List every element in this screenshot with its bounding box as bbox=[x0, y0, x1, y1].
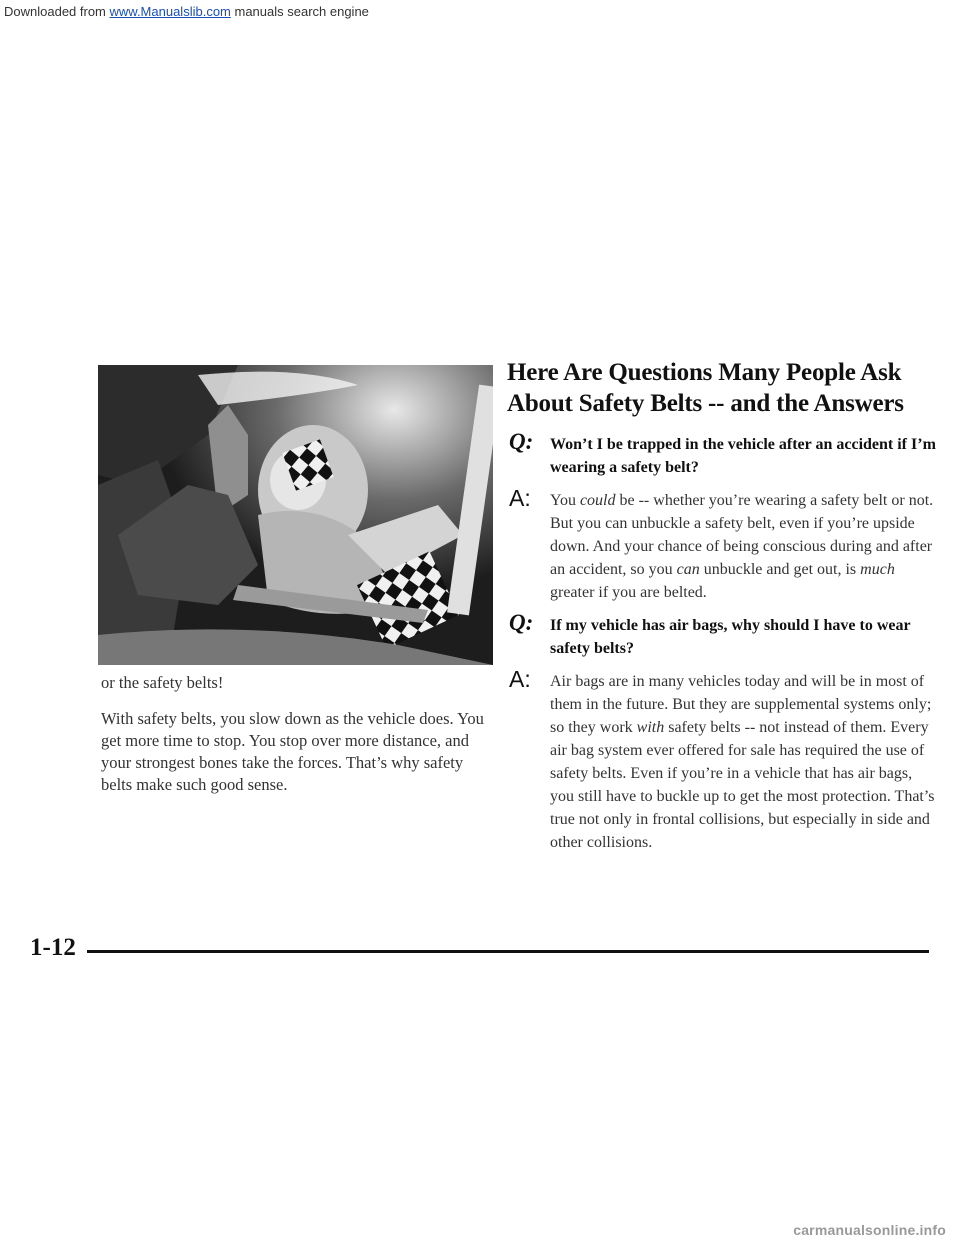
left-column-text bbox=[101, 672, 496, 810]
answer-marker: A: bbox=[509, 485, 531, 511]
question-2 bbox=[507, 610, 937, 660]
footer-watermark bbox=[0, 1222, 960, 1242]
carmanualsonline-watermark: carmanualsonline.info bbox=[793, 1222, 946, 1238]
question-marker: Q: bbox=[509, 610, 534, 635]
left-paragraph-1: or the safety belts! bbox=[101, 673, 224, 692]
header-suffix-text: manuals search engine bbox=[230, 4, 369, 19]
manualslib-link[interactable]: www.Manualslib.com bbox=[109, 4, 231, 19]
question-1 bbox=[507, 429, 937, 479]
question-2-text: If my vehicle has air bags, why should I have to wear safety belts? bbox=[550, 617, 911, 657]
answer-1-text: You could be -- whether you’re wearing a safety belt or not. But you can unbuckle a safety belt, even if you’re upside down. And your chance of being conscious during and after an accident, so you can unbuckle and get out, is much greater if you are belted. bbox=[550, 492, 934, 601]
footer-rule-divider bbox=[87, 950, 929, 953]
crash-test-dummy-photo bbox=[98, 365, 493, 665]
question-1-text: Won’t I be trapped in the vehicle after an accident if I’m wearing a safety belt? bbox=[550, 436, 936, 476]
download-header bbox=[0, 0, 960, 22]
answer-1 bbox=[507, 485, 937, 604]
answer-2-text: Air bags are in many vehicles today and will be in most of them in the future. But they are supplemental systems only; so they work with safety belts -- not instead of them. Every air bag system ever offered for sale has required the use of safety belts. Even if you’re in a vehicle that has air bags, you still have to buckle up to get the most protection. That’s true not only in frontal collisions, but especially in side and other collisions. bbox=[550, 673, 935, 851]
download-source-line bbox=[4, 4, 369, 19]
answer-marker: A: bbox=[509, 666, 531, 692]
header-prefix-text: Downloaded from bbox=[4, 4, 110, 19]
left-paragraph-2: With safety belts, you slow down as the vehicle does. You get more time to stop. You stop over more distance, and your strongest bones take the forces. That’s why safety belts make such good sense. bbox=[101, 709, 484, 794]
answer-2 bbox=[507, 666, 937, 854]
section-heading: Here Are Questions Many People Ask About Safety Belts -- and the Answers bbox=[507, 359, 904, 417]
question-marker: Q: bbox=[509, 429, 534, 454]
page-number: 1-12 bbox=[30, 934, 76, 961]
qa-section bbox=[507, 357, 937, 864]
